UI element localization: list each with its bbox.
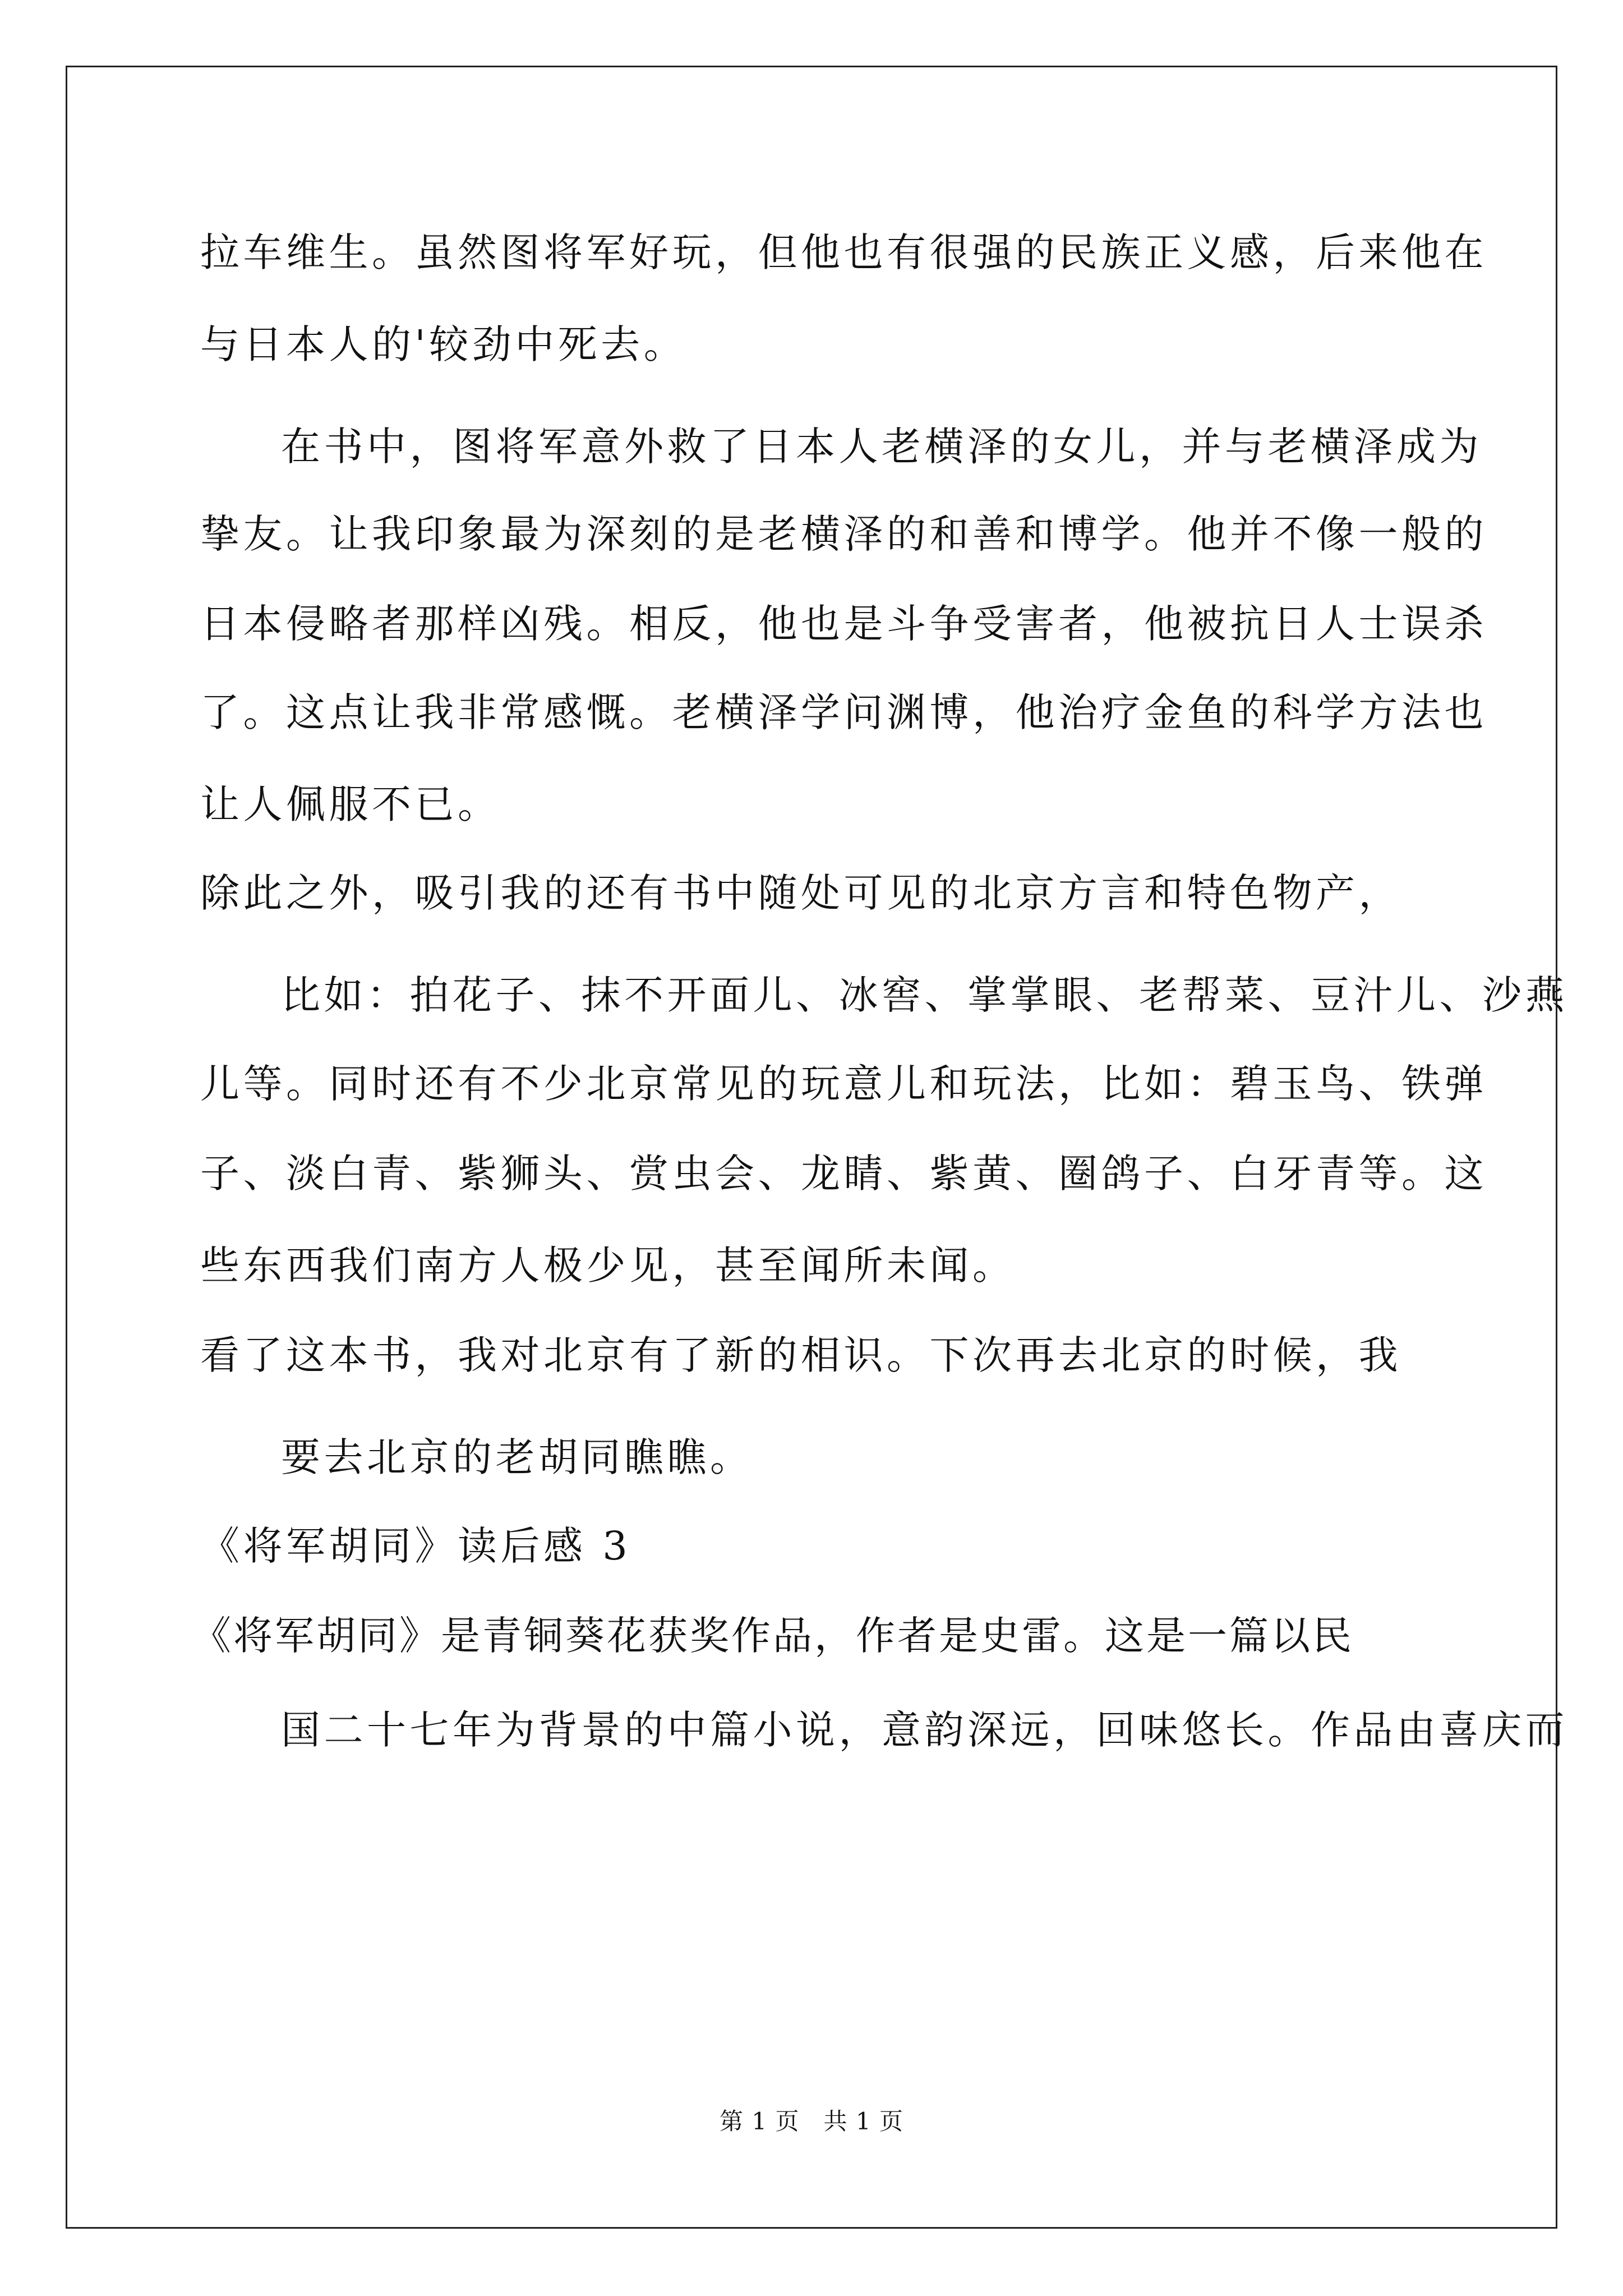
- paragraph-start-line: 国二十七年为背景的中篇小说，意韵深远，回味悠长。作品由喜庆而: [281, 1707, 1568, 1753]
- body-line: 除此之外，吸引我的还有书中随处可见的北京方言和特色物产，: [200, 870, 1401, 916]
- body-line: 了。这点让我非常感慨。老横泽学问渊博，他治疗金鱼的科学方法也: [200, 689, 1487, 735]
- body-line: 挚友。让我印象最为深刻的是老横泽的和善和博学。他并不像一般的: [200, 511, 1487, 557]
- body-line: 与日本人的'较劲中死去。: [200, 321, 687, 367]
- body-line: 些东西我们南方人极少见，甚至闻所未闻。: [200, 1243, 1016, 1289]
- section-heading: 《将军胡同》是青铜葵花获奖作品，作者是史雷。这是一篇以民: [192, 1613, 1354, 1659]
- body-line: 看了这本书，我对北京有了新的相识。下次再去北京的时候，我: [200, 1332, 1401, 1378]
- body-line: 子、淡白青、紫狮头、赏虫会、龙睛、紫黄、圈鸽子、白牙青等。这: [200, 1151, 1487, 1197]
- body-line: [200, 1791, 1423, 1844]
- paragraph-start-line: 在书中，图将军意外救了日本人老横泽的女儿，并与老横泽成为: [281, 424, 1482, 470]
- body-line: 《将军胡同》读后感 3: [200, 1523, 631, 1569]
- body-line: 让人佩服不已。: [200, 781, 501, 827]
- body-line: 儿等。同时还有不少北京常见的玩意儿和玩法，比如：碧玉鸟、铁弹: [200, 1061, 1487, 1107]
- paragraph-start-line: 比如：拍花子、抹不开面儿、冰窖、掌掌眼、老帮菜、豆汁儿、沙燕: [281, 972, 1568, 1018]
- paragraph-start-line: 要去北京的老胡同瞧瞧。: [281, 1434, 753, 1480]
- body-line: 日本侵略者那样凶残。相反，他也是斗争受害者，他被抗日人士误杀: [200, 601, 1487, 647]
- page-footer: 第 1 页 共 1 页: [720, 2108, 903, 2135]
- body-line: 拉车维生。虽然图将军好玩，但他也有很强的民族正义感，后来他在: [200, 229, 1487, 275]
